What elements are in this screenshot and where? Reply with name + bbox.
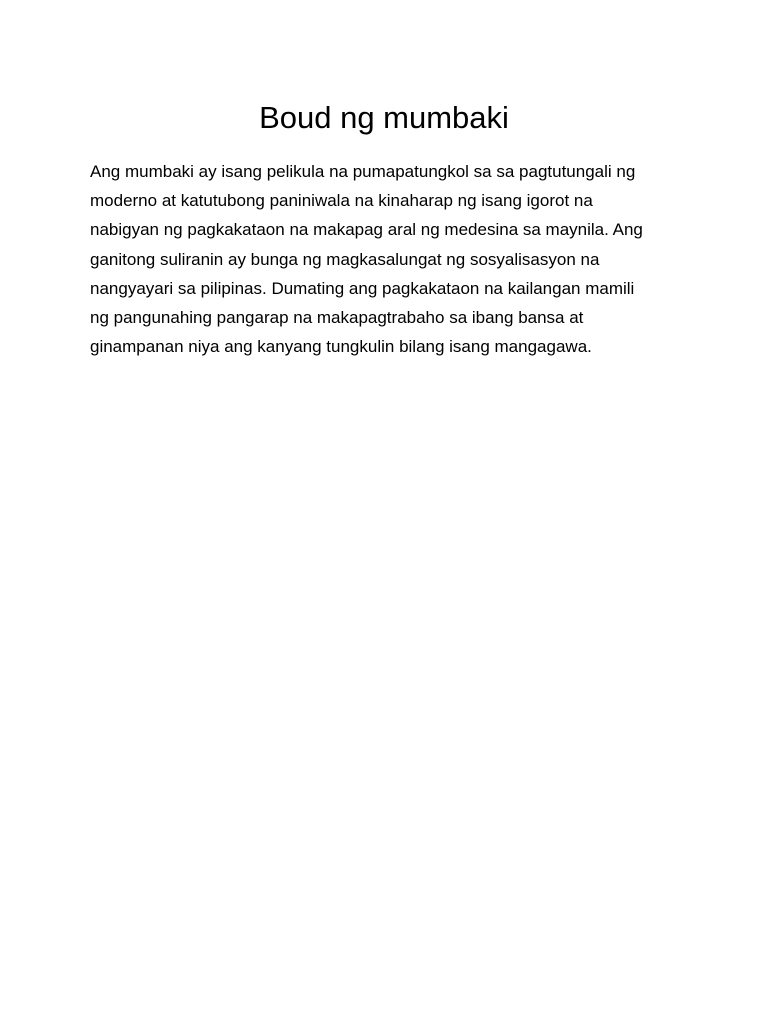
paragraph-line: ganitong suliranin ay bunga ng magkasalungat ng sosyalisasyon na [90, 249, 600, 269]
paragraph-line: nangyayari sa pilipinas. Dumating ang pagkakataon na kailangan mamili [90, 278, 635, 298]
paragraph-line: moderno at katutubong paniniwala na kinaharap ng isang igorot na [90, 191, 593, 211]
document-title: Boud ng mumbaki [259, 100, 509, 135]
paragraph-line: ginampanan niya ang kanyang tungkulin bilang isang mangagawa. [90, 337, 592, 357]
paragraph-line: ng pangunahing pangarap na makapagtrabaho sa ibang bansa at [90, 308, 584, 328]
paragraph-line: nabigyan ng pagkakataon na makapag aral ng medesina sa maynila. Ang [90, 220, 643, 240]
document-paragraph [90, 157, 690, 361]
paragraph-line: Ang mumbaki ay isang pelikula na pumapatungkol sa sa pagtutungali ng [90, 162, 636, 181]
